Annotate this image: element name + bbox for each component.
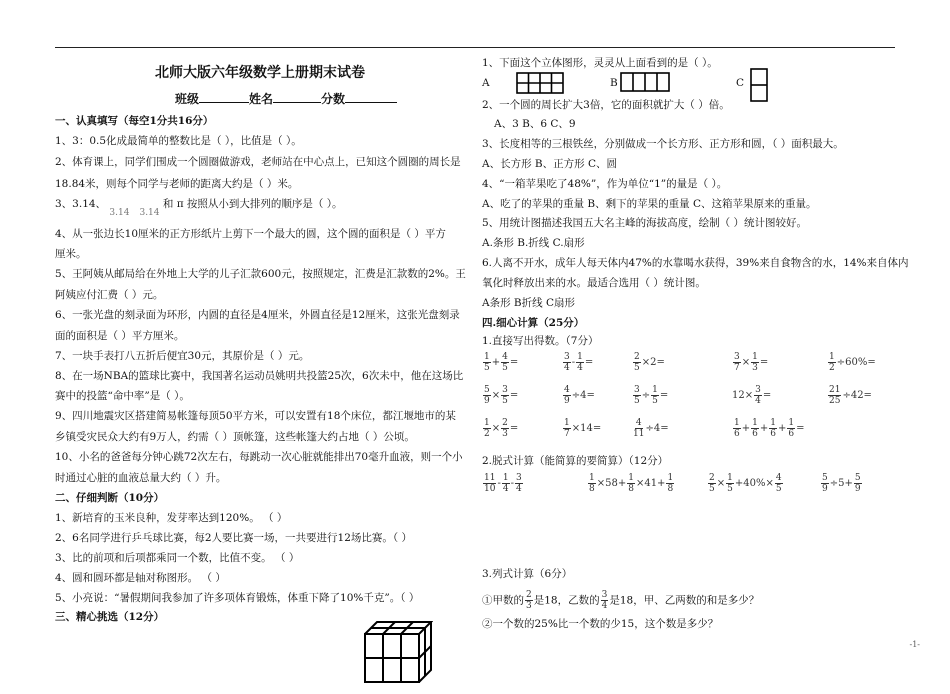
cube-stack-figure <box>363 620 433 684</box>
fill-q5-line2: 阿姨应付汇费（ ）元。 <box>55 289 164 301</box>
fill-q8-line2: 赛中的投篮“命中率”是（ ）。 <box>55 390 190 402</box>
student-info-line <box>175 90 397 107</box>
stepwise-calc-row: $\frac{11}{10}$ - $\frac{1}{4}$ - $\frac{3}{4}$ $\frac{1}{8}$ ×58+ $\frac{1}{8}$ ×41+ $\frac{1}{8}$ $\frac{2}{5}$ × $\frac{1}{5}$ +40%× $\frac{4}{5}$ $\frac{5}{9}$ ÷5+ $\frac{5}{9}$ <box>484 473 861 494</box>
q3-repeating-1: 3.14 <box>109 208 130 218</box>
fill-q9-line1: 9、四川地震灾区搭建简易帐篷每顶50平方米，可以安置有18个床位，都江堰地市的某 <box>55 410 456 422</box>
fill-q3 <box>55 196 343 218</box>
class-label: 班级 <box>175 92 200 106</box>
direct-calc-row-3: $\frac{1}{2}$ × $\frac{2}{3}$ = $\frac{1}{7}$ ×14= $\frac{4}{11}$ ÷4= $\frac{1}{6}$ + $\frac{1}{6}$ + $\frac{1}{6}$ + $\frac{1}{6}$ = <box>484 418 805 439</box>
choice-q6-options: A条形 B折线 C扇形 <box>482 297 576 309</box>
score-field[interactable] <box>345 91 397 103</box>
name-field[interactable] <box>273 91 321 103</box>
top-rule <box>55 47 895 48</box>
word-problem-1: ①甲数的 $\frac{2}{3}$ 是18，乙数的 $\frac{3}{4}$ 是18，甲、乙两数的和是多少？ <box>482 590 760 611</box>
exam-title: 北师大版六年级数学上册期末试卷 <box>155 65 365 81</box>
choice-q5: 5、用统计图描述我国五大名主峰的海拔高度，绘制（ ）统计图较好。 <box>482 217 808 229</box>
direct-calc-row-2: $\frac{5}{9}$ × $\frac{3}{5}$ = $\frac{4}{9}$ ÷4= $\frac{3}{5}$ ÷ $\frac{1}{5}$ = 12× $\frac{3}{4}$ = $\frac{21}{25}$ ÷42= <box>484 385 872 406</box>
choice-q4-options: A、吃了的苹果的重量 B、剩下的苹果的重量 C、这箱苹果原来的重量。 <box>482 198 817 210</box>
score-label: 分数 <box>321 92 346 106</box>
judge-q1: 1、新培育的玉米良种，发芽率达到120%。 （ ） <box>55 512 288 524</box>
name-label: 姓名 <box>249 92 274 106</box>
choice-q1-option-b: B <box>610 77 618 89</box>
fill-q4-line2: 厘米。 <box>55 248 87 260</box>
fill-q2-line1: 2、体育课上，同学们围成一个圆圈做游戏，老师站在中心点上，已知这个圆圈的周长是 <box>55 156 461 168</box>
choice-q3: 3、长度相等的三根铁丝，分别做成一个长方形、正方形和圆，（ ）面积最大。 <box>482 138 844 150</box>
section-3-heading: 三、精心挑选（12分） <box>55 611 165 623</box>
section-4-heading: 四.细心计算（25分） <box>482 317 585 329</box>
option-a-top-view-icon <box>516 72 564 94</box>
choice-q6-line1: 6.人离不开水，成年人每天体内47%的水靠喝水获得，39%来自食物含的水，14%来自体内 <box>482 257 909 269</box>
option-c-top-view-icon <box>750 68 768 102</box>
page-number: -1- <box>909 640 920 649</box>
judge-q3: 3、比的前项和后项都乘同一个数，比值不变。 （ ） <box>55 552 300 564</box>
wp1-prefix: ①甲数的 <box>482 594 524 607</box>
judge-q2: 2、6名同学进行乒乓球比赛，每2人要比赛一场，一共要进行12场比赛。（ ） <box>55 532 412 544</box>
calc-part2-title: 2.脱式计算（能简算的要简算）（12分） <box>482 455 669 467</box>
choice-q2: 2、一个圆的周长扩大3倍，它的面积就扩大（ ）倍。 <box>482 99 730 111</box>
fill-q10-line1: 10、小名的爸爸每分钟心跳72次左右，每跳动一次心脏就能排出70毫升血液，则一个小 <box>55 451 463 463</box>
q3-prefix: 3、3.14、 <box>55 198 107 210</box>
word-problem-2: ②一个数的25%比一个数的少15，这个数是多少？ <box>482 618 719 630</box>
fill-q6-line1: 6、一张光盘的刻录面为环形，内圆的直径是4厘米，外圆直径是12厘米，这张光盘刻录 <box>55 309 460 321</box>
class-field[interactable] <box>199 91 249 103</box>
calc-part3-title: 3.列式计算（6分） <box>482 568 573 580</box>
fill-q4-line1: 4、从一张边长10厘米的正方形纸片上剪下一个最大的圆，这个圆的面积是（ ）平方 <box>55 228 446 240</box>
fill-q10-line2: 时通过心脏的血液总量大约（ ）升。 <box>55 472 227 484</box>
choice-q4: 4、“一箱苹果吃了48%”，作为单位“1”的量是（ ）。 <box>482 178 728 190</box>
fill-q7: 7、一块手表打八五折后便宜30元，其原价是（ ）元。 <box>55 350 310 362</box>
judge-q4: 4、圆和圆环都是轴对称图形。 （ ） <box>55 572 226 584</box>
fill-q9-line2: 乡镇受灾民众大约有9万人，约需（ ）顶帐篷，这些帐篷大约占地（ ）公顷。 <box>55 431 415 443</box>
direct-calc-row-1: $\frac{1}{5}$ + $\frac{4}{5}$ = $\frac{3}{4}$ - $\frac{1}{4}$ = $\frac{2}{5}$ ×2= $\frac{3}{7}$ × $\frac{1}{3}$ = $\frac{1}{2}$ ÷60%= <box>484 352 876 373</box>
choice-q5-options: A.条形 B.折线 C.扇形 <box>482 237 585 249</box>
wp1-middle: 是18，乙数的 <box>533 594 600 607</box>
judge-q5: 5、小亮说：“暑假期间我参加了许多项体育锻炼，体重下降了10%千克”。（ ） <box>55 592 420 604</box>
q3-repeating-2: 3.14 <box>139 208 160 218</box>
option-b-top-view-icon <box>620 72 670 92</box>
fill-q1: 1、3：0.5化成最简单的整数比是（ ），比值是（ ）。 <box>55 135 302 147</box>
fill-q2-line2: 18.84米，则每个同学与老师的距离大约是（ ）米。 <box>55 178 299 190</box>
choice-q1: 1、下面这个立体图形，灵灵从上面看到的是（ ）。 <box>482 57 718 69</box>
choice-q6-line2: 氧化时释放出来的水。最适合选用（ ）统计图。 <box>482 277 706 289</box>
calc-part1-title: 1.直接写出得数。（7分） <box>482 335 599 347</box>
fill-q5-line1: 5、王阿姨从邮局给在外地上大学的儿子汇款600元，按照规定，汇费是汇款数的2%。王 <box>55 268 466 280</box>
choice-q1-option-a: A <box>482 77 490 89</box>
fill-q8-line1: 8、在一场NBA的篮球比赛中，我国著名运动员姚明共投篮25次，6次未中，他在这场比 <box>55 370 464 382</box>
q3-rest: 和 π 按照从小到大排列的顺序是（ ）。 <box>162 198 343 210</box>
choice-q3-options: A、长方形 B、正方形 C、圆 <box>482 158 618 170</box>
wp1-end: 是18，甲、乙两数的和是多少？ <box>609 594 760 607</box>
fill-q6-line2: 面的面积是（ ）平方厘米。 <box>55 330 185 342</box>
choice-q2-options: A、3 B、6 C、9 <box>494 118 576 130</box>
section-1-heading: 一、认真填写（每空1分共16分） <box>55 115 214 127</box>
section-2-heading: 二、仔细判断（10分） <box>55 492 165 504</box>
choice-q1-option-c: C <box>736 77 745 89</box>
